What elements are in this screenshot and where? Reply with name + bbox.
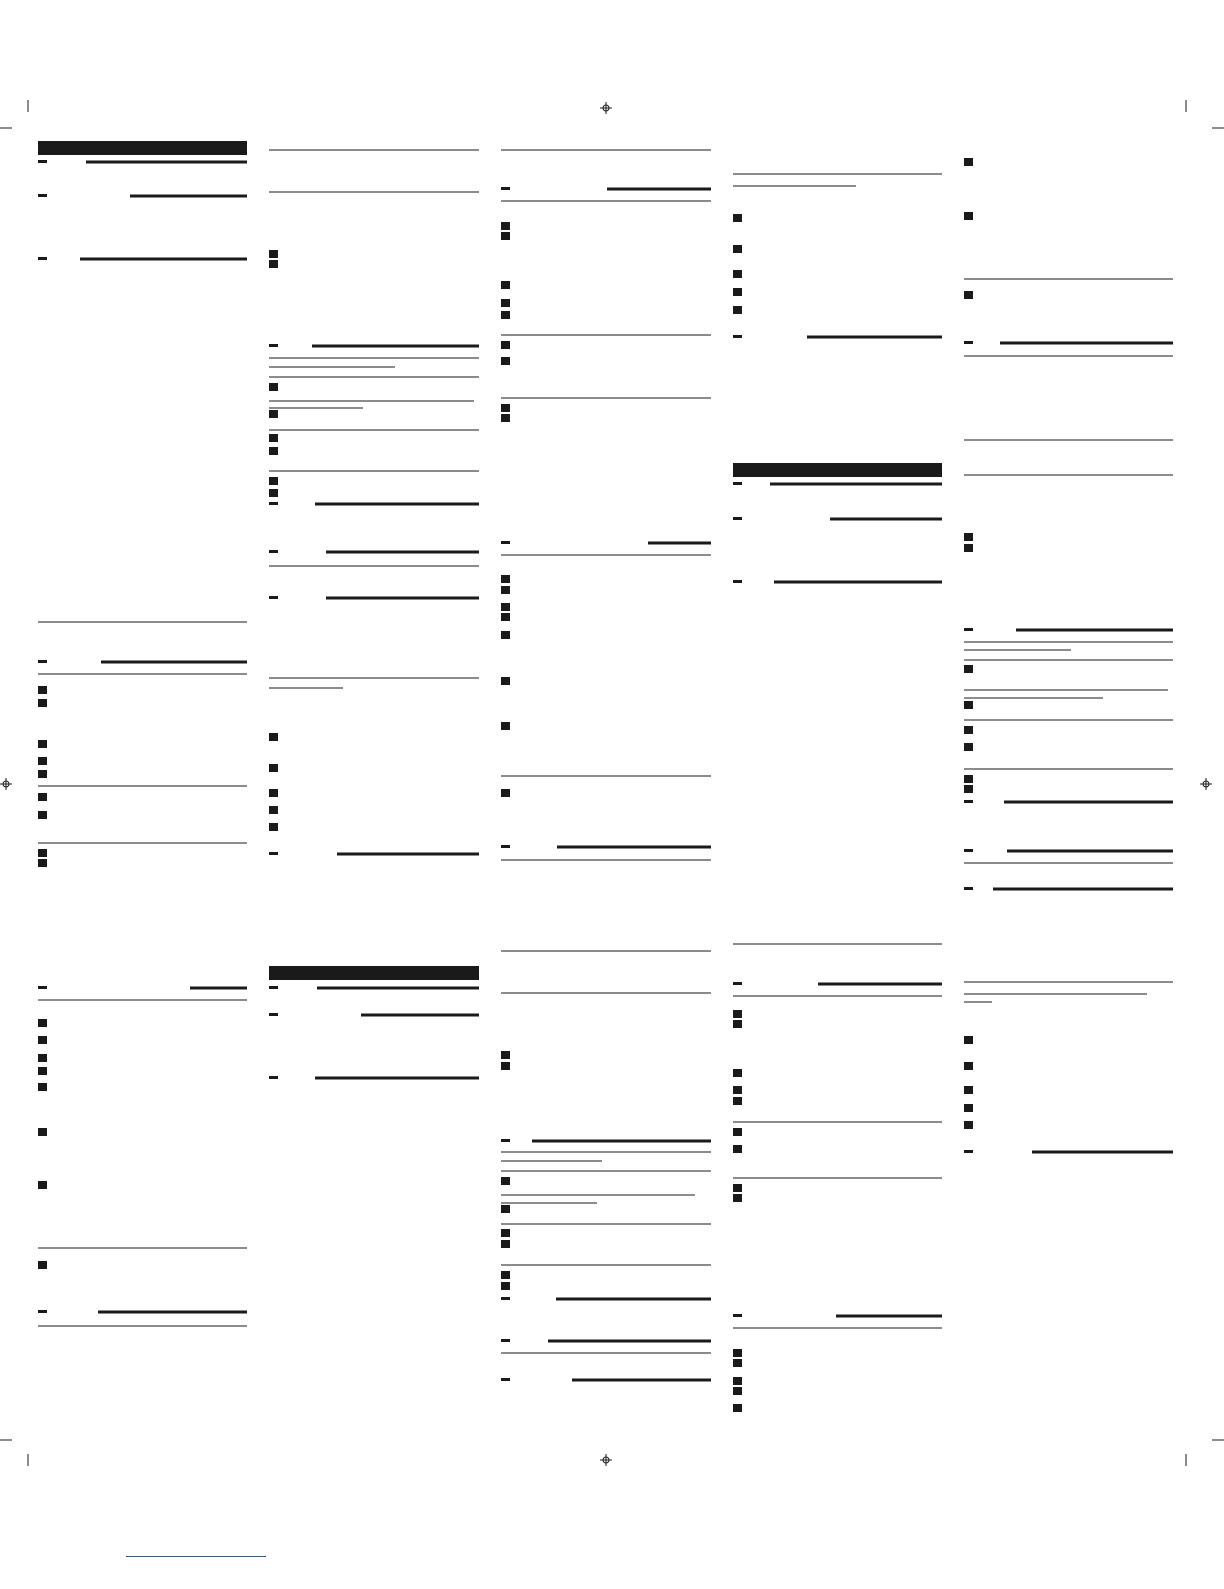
bullet-square	[38, 811, 47, 819]
bullet-square	[501, 404, 510, 412]
bullet-square	[38, 1083, 47, 1091]
bullet-square	[38, 757, 47, 765]
bullet-square	[733, 1359, 742, 1367]
bullet-square	[38, 849, 47, 857]
bullet-square	[964, 1086, 973, 1094]
bullet-square	[38, 1128, 47, 1136]
bullet-square	[733, 1020, 742, 1028]
bullet-square	[269, 477, 278, 485]
subhead-marker	[733, 482, 742, 485]
subhead-marker	[501, 187, 510, 190]
subhead-marker	[38, 257, 47, 260]
bullet-square	[964, 1036, 973, 1044]
subhead-marker	[964, 887, 973, 890]
bullet-square	[501, 789, 510, 797]
bullet-square	[269, 789, 278, 797]
bullet-square	[964, 726, 973, 734]
subhead-marker	[733, 1314, 742, 1317]
subhead-marker	[38, 160, 47, 163]
bullet-square	[501, 341, 510, 349]
subhead-marker	[501, 1139, 510, 1142]
section-heading-bar	[269, 966, 479, 980]
bullet-square	[964, 544, 973, 552]
subhead-marker	[269, 596, 278, 599]
bullet-square	[501, 232, 510, 240]
bullet-square	[501, 631, 510, 639]
bullet-square	[964, 158, 973, 166]
bullet-square	[501, 1205, 510, 1213]
bullet-square	[269, 260, 278, 268]
bullet-square	[733, 288, 742, 296]
bullet-square	[964, 743, 973, 751]
bullet-square	[501, 677, 510, 685]
subhead-marker	[269, 344, 278, 347]
subhead-marker	[501, 1297, 510, 1300]
bullet-square	[501, 281, 510, 289]
subhead-marker	[38, 660, 47, 663]
bullet-square	[733, 1097, 742, 1105]
subhead-marker	[964, 628, 973, 631]
section-heading-bar	[38, 141, 247, 155]
bullet-square	[269, 434, 278, 442]
crosshair-bottom-icon	[600, 1454, 612, 1466]
bullet-square	[964, 775, 973, 783]
bullet-square	[38, 686, 47, 694]
subhead-marker	[733, 982, 742, 985]
bullet-square	[733, 245, 742, 253]
bullet-square	[733, 1377, 742, 1385]
crosshair-left-icon	[0, 778, 12, 790]
bullet-square	[269, 806, 278, 814]
bullet-square	[38, 1261, 47, 1269]
bullet-square	[269, 489, 278, 497]
bullet-square	[38, 699, 47, 707]
bullet-square	[501, 1051, 510, 1059]
subhead-marker	[501, 845, 510, 848]
bullet-square	[269, 764, 278, 772]
bullet-square	[964, 212, 973, 220]
subhead-marker	[269, 986, 278, 989]
bullet-square	[733, 1010, 742, 1018]
subhead-marker	[38, 194, 47, 197]
subhead-marker	[269, 550, 278, 553]
bullet-square	[964, 1104, 973, 1112]
bullet-square	[38, 859, 47, 867]
bullet-square	[733, 1069, 742, 1077]
bullet-square	[501, 1062, 510, 1070]
bullet-square	[501, 222, 510, 230]
subhead-marker	[269, 1076, 278, 1079]
subhead-marker	[964, 1150, 973, 1153]
subhead-marker	[501, 1378, 510, 1381]
subhead-marker	[501, 1339, 510, 1342]
bullet-square	[733, 1404, 742, 1412]
section-heading-bar	[733, 463, 942, 477]
bullet-square	[501, 299, 510, 307]
bullet-square	[501, 1177, 510, 1185]
bullet-square	[501, 575, 510, 583]
bullet-square	[501, 357, 510, 365]
bullet-square	[501, 414, 510, 422]
bullet-square	[964, 1121, 973, 1129]
bullet-square	[501, 1240, 510, 1248]
bullet-square	[501, 722, 510, 730]
bullet-square	[501, 603, 510, 611]
bullet-square	[733, 1086, 742, 1094]
bullet-square	[269, 823, 278, 831]
bullet-square	[733, 1194, 742, 1202]
bullet-square	[501, 1271, 510, 1279]
bullet-square	[964, 785, 973, 793]
subhead-marker	[733, 335, 742, 338]
bullet-square	[733, 270, 742, 278]
bullet-square	[38, 1181, 47, 1189]
bullet-square	[501, 586, 510, 594]
subhead-marker	[38, 986, 47, 989]
bullet-square	[269, 383, 278, 391]
bullet-square	[501, 613, 510, 621]
bullet-square	[733, 1128, 742, 1136]
bullet-square	[38, 1054, 47, 1062]
crosshair-right-icon	[1200, 778, 1212, 790]
bullet-square	[733, 1349, 742, 1357]
subhead-marker	[269, 502, 278, 505]
bullet-square	[501, 1282, 510, 1290]
bullet-square	[269, 250, 278, 258]
bullet-square	[38, 1067, 47, 1075]
subhead-marker	[38, 1310, 47, 1313]
crosshair-top-icon	[600, 102, 612, 114]
bullet-square	[269, 410, 278, 418]
subhead-marker	[964, 800, 973, 803]
bullet-square	[964, 533, 973, 541]
subhead-marker	[501, 541, 510, 544]
bullet-square	[269, 733, 278, 741]
subhead-marker	[964, 341, 973, 344]
subhead-marker	[269, 852, 278, 855]
bullet-square	[38, 770, 47, 778]
bullet-square	[964, 665, 973, 673]
bullet-square	[38, 740, 47, 748]
bullet-square	[501, 311, 510, 319]
bullet-square	[733, 1145, 742, 1153]
bullet-square	[269, 447, 278, 455]
footer-link-underline[interactable]	[126, 1556, 266, 1557]
bullet-square	[733, 1387, 742, 1395]
subhead-marker	[733, 580, 742, 583]
subhead-marker	[733, 517, 742, 520]
bullet-square	[38, 1036, 47, 1044]
bullet-square	[733, 1184, 742, 1192]
bullet-square	[733, 306, 742, 314]
bullet-square	[964, 1062, 973, 1070]
bullet-square	[964, 701, 973, 709]
subhead-marker	[269, 1013, 278, 1016]
bullet-square	[38, 1019, 47, 1027]
bullet-square	[733, 214, 742, 222]
bullet-square	[964, 291, 973, 299]
subhead-marker	[964, 849, 973, 852]
bullet-square	[38, 793, 47, 801]
bullet-square	[501, 1229, 510, 1237]
